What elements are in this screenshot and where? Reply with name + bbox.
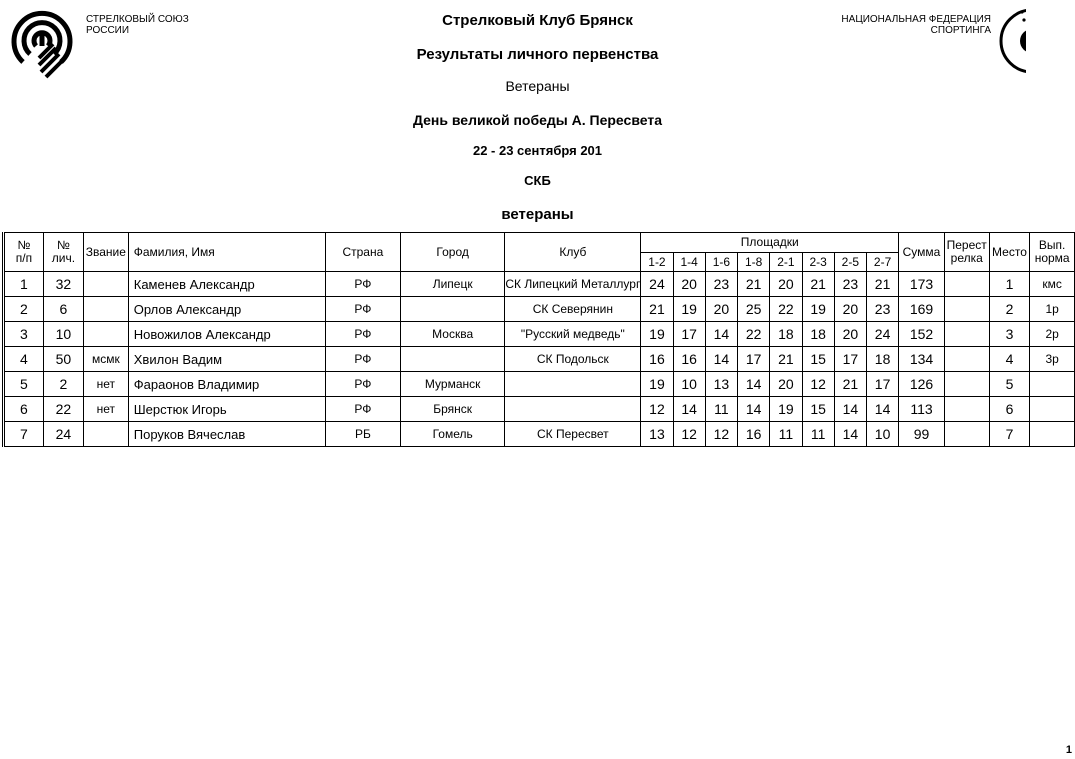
cell-shootoff (944, 422, 989, 447)
cell-lic: 6 (43, 297, 83, 322)
cell-country: РФ (325, 272, 400, 297)
cell-shootoff (944, 322, 989, 347)
cell-lic: 50 (43, 347, 83, 372)
cell-country: РФ (325, 372, 400, 397)
cell-name: Шерстюк Игорь (128, 397, 325, 422)
cell-score: 24 (866, 322, 898, 347)
cell-score: 14 (705, 347, 737, 372)
page-number: 1 (1065, 744, 1072, 756)
cell-place: 6 (989, 397, 1030, 422)
cell-pp: 2 (4, 297, 44, 322)
cell-score: 12 (802, 372, 834, 397)
station-header: 1-2 (641, 253, 673, 272)
cell-score: 18 (866, 347, 898, 372)
header-city: Город (400, 233, 504, 272)
cell-club (505, 397, 641, 422)
cell-name: Каменев Александр (128, 272, 325, 297)
category-title: Ветераны (505, 78, 570, 94)
table-row (4, 397, 1075, 422)
cell-pp: 1 (4, 272, 44, 297)
cell-score: 17 (866, 372, 898, 397)
cell-name: Новожилов Александр (128, 322, 325, 347)
cell-city (400, 297, 504, 322)
table-row (4, 372, 1075, 397)
cell-name: Хвилон Вадим (128, 347, 325, 372)
group-title: ветераны (501, 206, 574, 223)
header-shootoff: Перест релка (944, 233, 989, 272)
header-norm: Вып. норма (1030, 233, 1075, 272)
cell-rank (83, 297, 128, 322)
cell-city: Москва (400, 322, 504, 347)
cell-name: Фараонов Владимир (128, 372, 325, 397)
header-platforms: Площадки (641, 233, 899, 253)
cell-shootoff (944, 297, 989, 322)
cell-pp: 4 (4, 347, 44, 372)
cell-rank: нет (83, 372, 128, 397)
org-right-line-1: НАЦИОНАЛЬНАЯ ФЕДЕРАЦИЯ (841, 14, 991, 25)
cell-score: 21 (802, 272, 834, 297)
org-right-line-2: СПОРТИНГА (930, 25, 991, 36)
header-rank: Звание (83, 233, 128, 272)
cell-score: 22 (738, 322, 770, 347)
cell-score: 14 (834, 422, 866, 447)
header-country: Страна (325, 233, 400, 272)
cell-score: 19 (770, 397, 802, 422)
cell-shootoff (944, 372, 989, 397)
header-club: Клуб (505, 233, 641, 272)
cell-club: СК Липецкий Металлург (505, 272, 641, 297)
header-pp: № п/п (4, 233, 44, 272)
cell-score: 16 (641, 347, 673, 372)
cell-country: РБ (325, 422, 400, 447)
cell-score: 17 (673, 322, 705, 347)
header-sum: Сумма (899, 233, 945, 272)
cell-club: "Русский медведь" (505, 322, 641, 347)
cell-score: 21 (738, 272, 770, 297)
cell-place: 1 (989, 272, 1030, 297)
cell-score: 10 (866, 422, 898, 447)
cell-score: 12 (673, 422, 705, 447)
cell-score: 11 (770, 422, 802, 447)
cell-lic: 32 (43, 272, 83, 297)
cell-name: Орлов Александр (128, 297, 325, 322)
station-header: 2-7 (866, 253, 898, 272)
cell-shootoff (944, 347, 989, 372)
station-header: 1-4 (673, 253, 705, 272)
cell-score: 14 (834, 397, 866, 422)
cell-sum: 152 (899, 322, 945, 347)
cell-score: 14 (673, 397, 705, 422)
cell-lic: 22 (43, 397, 83, 422)
cell-norm: кмс (1030, 272, 1075, 297)
station-header: 1-8 (738, 253, 770, 272)
cell-score: 25 (738, 297, 770, 322)
cell-score: 21 (834, 372, 866, 397)
event-date: 22 - 23 сентября 201 (472, 143, 603, 158)
cell-score: 21 (641, 297, 673, 322)
cell-country: РФ (325, 322, 400, 347)
cell-score: 15 (802, 397, 834, 422)
cell-sum: 126 (899, 372, 945, 397)
cell-score: 17 (834, 347, 866, 372)
cell-club: СК Подольск (505, 347, 641, 372)
cell-pp: 7 (4, 422, 44, 447)
cell-place: 7 (989, 422, 1030, 447)
cell-score: 20 (770, 372, 802, 397)
discipline-title: СКБ (524, 173, 551, 188)
cell-score: 19 (641, 322, 673, 347)
cell-sum: 113 (899, 397, 945, 422)
cell-score: 20 (834, 297, 866, 322)
cell-score: 14 (738, 397, 770, 422)
cell-rank: нет (83, 397, 128, 422)
table-row (4, 272, 1075, 297)
header-lic: № лич. (43, 233, 83, 272)
cell-lic: 10 (43, 322, 83, 347)
cell-pp: 3 (4, 322, 44, 347)
cell-score: 21 (866, 272, 898, 297)
cell-club: СК Пересвет (505, 422, 641, 447)
cell-rank: мсмк (83, 347, 128, 372)
cell-place: 5 (989, 372, 1030, 397)
cell-score: 14 (738, 372, 770, 397)
cell-score: 16 (673, 347, 705, 372)
cell-score: 21 (770, 347, 802, 372)
cell-norm (1030, 422, 1075, 447)
org-left-line-2: РОССИИ (86, 25, 130, 36)
cell-country: РФ (325, 347, 400, 372)
cell-pp: 5 (4, 372, 44, 397)
cell-score: 23 (834, 272, 866, 297)
cell-score: 11 (802, 422, 834, 447)
cell-score: 20 (834, 322, 866, 347)
cell-sum: 173 (899, 272, 945, 297)
station-header: 1-6 (705, 253, 737, 272)
table-row (4, 322, 1075, 347)
results-body (4, 272, 1075, 447)
cell-score: 20 (705, 297, 737, 322)
cell-score: 19 (641, 372, 673, 397)
cell-score: 18 (770, 322, 802, 347)
cell-score: 23 (866, 297, 898, 322)
cell-score: 13 (705, 372, 737, 397)
cell-score: 24 (641, 272, 673, 297)
station-header: 2-1 (770, 253, 802, 272)
cell-rank (83, 322, 128, 347)
cell-city: Гомель (400, 422, 504, 447)
cell-score: 14 (866, 397, 898, 422)
cell-score: 12 (641, 397, 673, 422)
header-name: Фамилия, Имя (128, 233, 325, 272)
results-title: Результаты личного первенства (416, 46, 659, 63)
cell-score: 15 (802, 347, 834, 372)
cell-country: РФ (325, 297, 400, 322)
cell-score: 16 (738, 422, 770, 447)
cell-rank (83, 422, 128, 447)
cell-rank (83, 272, 128, 297)
cell-city (400, 347, 504, 372)
cell-club (505, 372, 641, 397)
cell-score: 13 (641, 422, 673, 447)
cell-club: СК Северянин (505, 297, 641, 322)
org-left-line-1: СТРЕЛКОВЫЙ СОЮЗ (86, 14, 189, 25)
cell-lic: 24 (43, 422, 83, 447)
club-title: Стрелковый Клуб Брянск (442, 12, 633, 29)
cell-shootoff (944, 272, 989, 297)
cell-score: 12 (705, 422, 737, 447)
cell-score: 14 (705, 322, 737, 347)
cell-score: 11 (705, 397, 737, 422)
cell-place: 4 (989, 347, 1030, 372)
cell-norm (1030, 397, 1075, 422)
cell-score: 19 (802, 297, 834, 322)
cell-score: 18 (802, 322, 834, 347)
cell-sum: 134 (899, 347, 945, 372)
station-header: 2-5 (834, 253, 866, 272)
cell-norm: 3р (1030, 347, 1075, 372)
cell-score: 20 (673, 272, 705, 297)
cell-city: Мурманск (400, 372, 504, 397)
event-title: День великой победы А. Пересвета (413, 112, 662, 128)
station-header: 2-3 (802, 253, 834, 272)
cell-norm: 2р (1030, 322, 1075, 347)
cell-place: 3 (989, 322, 1030, 347)
results-table (2, 232, 1075, 447)
cell-score: 10 (673, 372, 705, 397)
cell-city: Липецк (400, 272, 504, 297)
cell-shootoff (944, 397, 989, 422)
cell-score: 19 (673, 297, 705, 322)
cell-score: 20 (770, 272, 802, 297)
header-place: Место (989, 233, 1030, 272)
cell-place: 2 (989, 297, 1030, 322)
table-row (4, 347, 1075, 372)
cell-city: Брянск (400, 397, 504, 422)
cell-norm: 1р (1030, 297, 1075, 322)
cell-pp: 6 (4, 397, 44, 422)
cell-sum: 99 (899, 422, 945, 447)
cell-score: 23 (705, 272, 737, 297)
cell-score: 17 (738, 347, 770, 372)
cell-lic: 2 (43, 372, 83, 397)
cell-norm (1030, 372, 1075, 397)
cell-name: Поруков Вячеслав (128, 422, 325, 447)
cell-sum: 169 (899, 297, 945, 322)
table-row (4, 297, 1075, 322)
cell-country: РФ (325, 397, 400, 422)
table-row (4, 422, 1075, 447)
cell-score: 22 (770, 297, 802, 322)
